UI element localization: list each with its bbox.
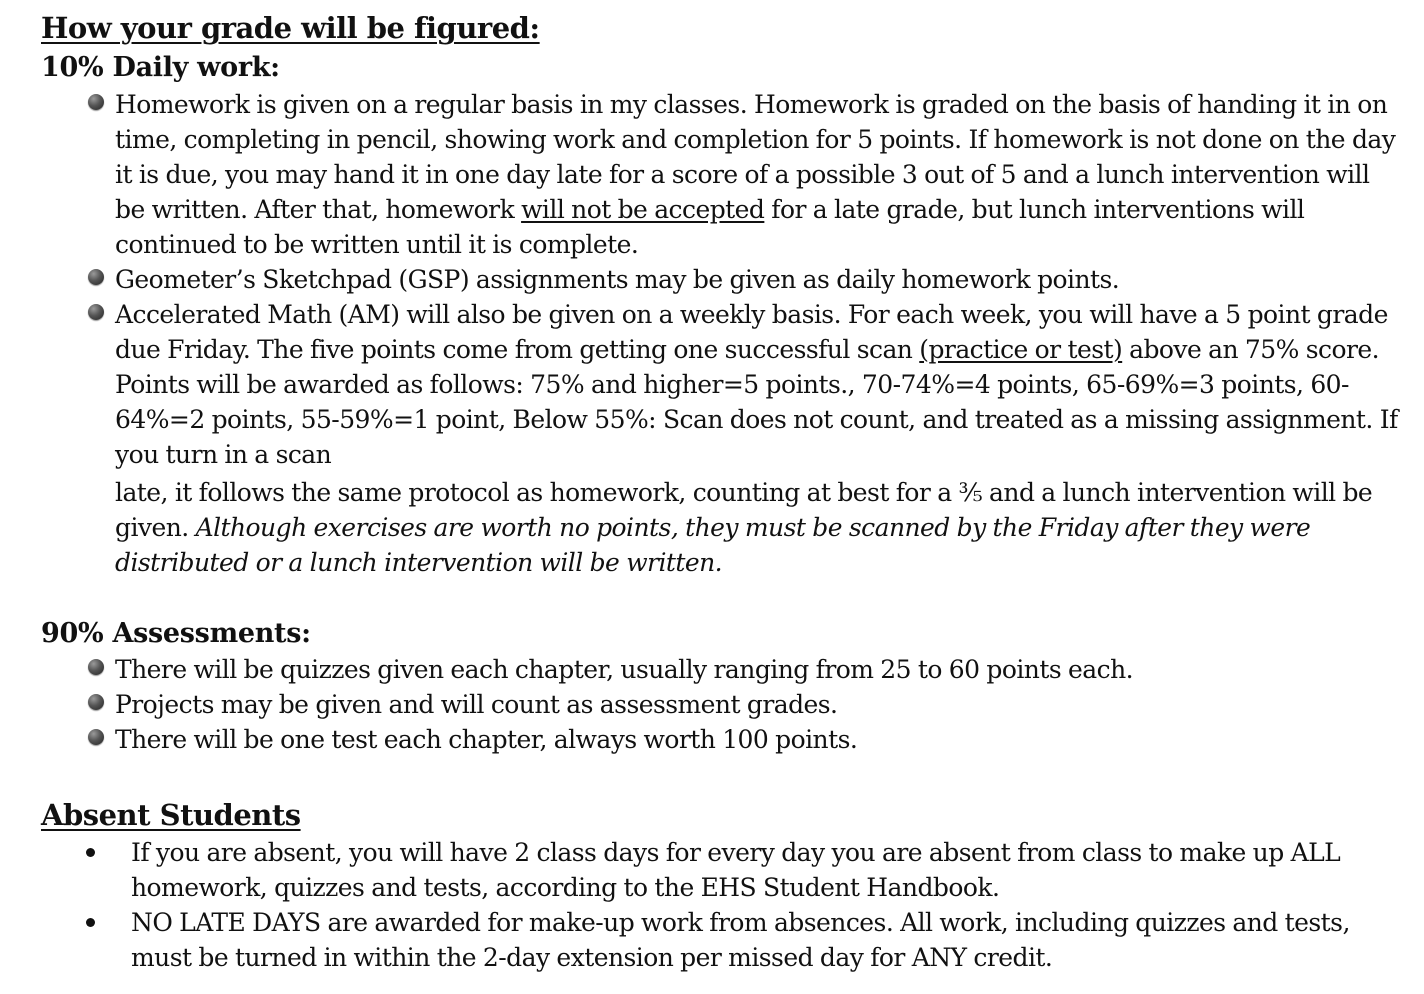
daily-work-percent: 10% [41,52,104,83]
assessments-label: Assessments: [112,618,311,649]
bullet-icon [88,304,104,320]
assessments-list [115,652,1405,757]
daily-work-label: Daily work: [112,52,280,83]
bullet-icon [86,848,95,857]
absent-students-list [131,835,1401,975]
list-item-projects: Projects may be given and will count as assessment grades. [115,687,1405,722]
bullet-icon [88,694,104,710]
list-item-gsp: Geometer’s Sketchpad (GSP) assignments may be given as daily homework points. [115,262,1405,297]
assessments-heading [41,616,311,652]
bullet-icon [88,269,104,285]
list-item-absence-makeup: If you are absent, you will have 2 class days for every day you are absent from class to make up ALL homework, quizzes and tests, according to the EHS Student Handbook. [131,835,1401,905]
bullet-icon [88,729,104,745]
bullet-icon [88,94,104,110]
page-title: How your grade will be figured: [41,11,540,45]
list-item-tests: There will be one test each chapter, always worth 100 points. [115,722,1405,757]
assessments-percent: 90% [41,618,104,649]
absent-students-title: Absent Students [41,798,301,832]
daily-work-heading [41,50,280,86]
bullet-icon [86,918,95,927]
bullet-icon [88,659,104,675]
daily-work-list [115,87,1405,580]
list-item-quizzes: There will be quizzes given each chapter, usually ranging from 25 to 60 points each. [115,652,1405,687]
list-item-accelerated-math: Accelerated Math (AM) will also be given on a weekly basis. For each week, you will have a 5 point grade due Friday. The five points come from getting one successful scan (practice or test) above an 75% score. Points will be awarded as follows: 75% and higher=5 points., 70-74%=4 points, 65-69%=3 points, 60-64%=2 points, 55-59%=1 point, Below 55%: Scan does not count, and treated as a missing assignment. If you turn in a scan late, it follows the same protocol as homework, counting at best for a ⅗ and a lunch intervention will be given. Although exercises are worth no points, they must be scanned by the Friday after they were distributed or a lunch intervention will be written. [115,297,1405,580]
list-item-no-late-days: NO LATE DAYS are awarded for make-up work from absences. All work, including quizzes and tests, must be turned in within the 2-day extension per missed day for ANY credit. [131,905,1401,975]
list-item-homework: Homework is given on a regular basis in my classes. Homework is graded on the basis of handing it in on time, completing in pencil, showing work and completion for 5 points. If homework is not done on the day it is due, you may hand it in one day late for a score of a possible 3 out of 5 and a lunch intervention will be written. After that, homework will not be accepted for a late grade, but lunch interventions will continued to be written until it is complete. [115,87,1405,262]
